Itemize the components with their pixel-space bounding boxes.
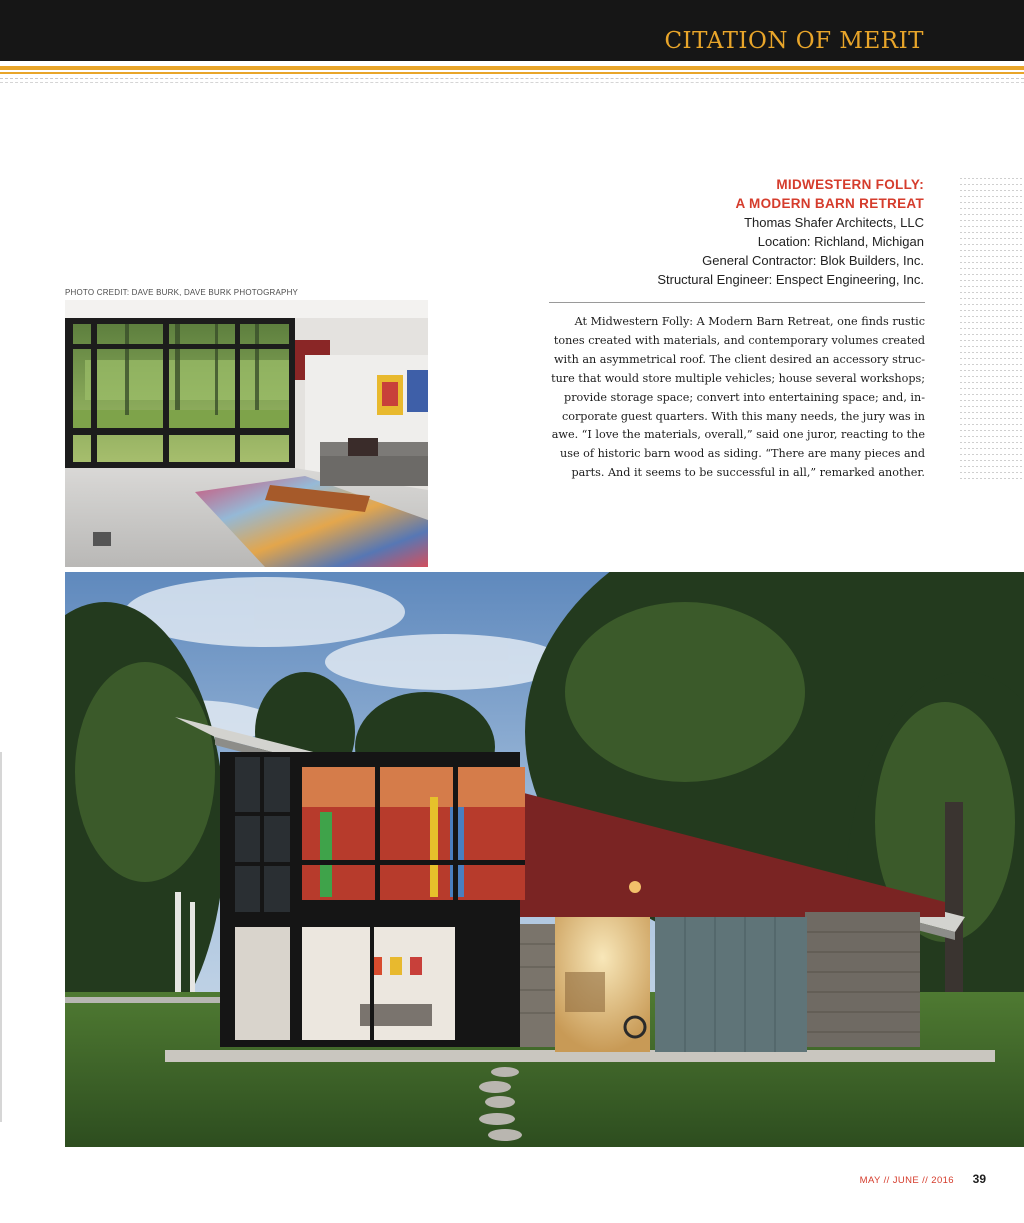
margin-rule <box>0 752 2 1122</box>
interior-photo <box>65 300 428 567</box>
issue-date: MAY // JUNE // 2016 <box>859 1175 954 1186</box>
body-line: with an asymmetrical roof. The client desired an accessory struc- <box>553 352 925 366</box>
body-line: provide storage space; convert into entertaining space; and, in- <box>564 390 925 404</box>
body-line: corporate guest quarters. With this many needs, the jury was in <box>561 409 925 423</box>
page-number: 39 <box>972 1172 986 1186</box>
project-title-line1: MIDWESTERN FOLLY: <box>776 177 924 192</box>
body-line: use of historic barn wood as siding. “There are many pieces and <box>560 447 925 461</box>
section-title: CITATION OF MERIT <box>664 28 924 54</box>
body-line: parts. And it seems to be successful in all,” remarked another. <box>571 466 925 480</box>
photo-credit: PHOTO CREDIT: DAVE BURK, DAVE BURK PHOTOGRAPHY <box>65 288 299 297</box>
body-line: ture that would store multiple vehicles; house several workshops; <box>551 371 925 385</box>
dashed-divider <box>0 82 1024 83</box>
project-title-line2: A MODERN BARN RETREAT <box>735 196 924 211</box>
dashed-divider <box>0 78 1024 79</box>
credits-divider <box>549 302 925 303</box>
general-contractor: General Contractor: Blok Builders, Inc. <box>702 253 924 268</box>
header-stripe <box>0 72 1024 74</box>
exterior-photo <box>65 572 1024 1147</box>
project-credits <box>504 175 924 289</box>
decorative-dot-pattern <box>960 178 1024 480</box>
structural-engineer: Structural Engineer: Enspect Engineering, Inc. <box>657 272 924 287</box>
project-location: Location: Richland, Michigan <box>757 234 924 249</box>
article-body <box>549 313 925 483</box>
body-line: awe. “I love the materials, overall,” said one juror, reacting to the <box>551 428 925 442</box>
architect-firm: Thomas Shafer Architects, LLC <box>744 215 924 230</box>
body-line: At Midwestern Folly: A Modern Barn Retreat, one finds rustic <box>574 315 925 328</box>
header-stripe <box>0 66 1024 70</box>
body-line: tones created with materials, and contemporary volumes created <box>553 333 925 347</box>
